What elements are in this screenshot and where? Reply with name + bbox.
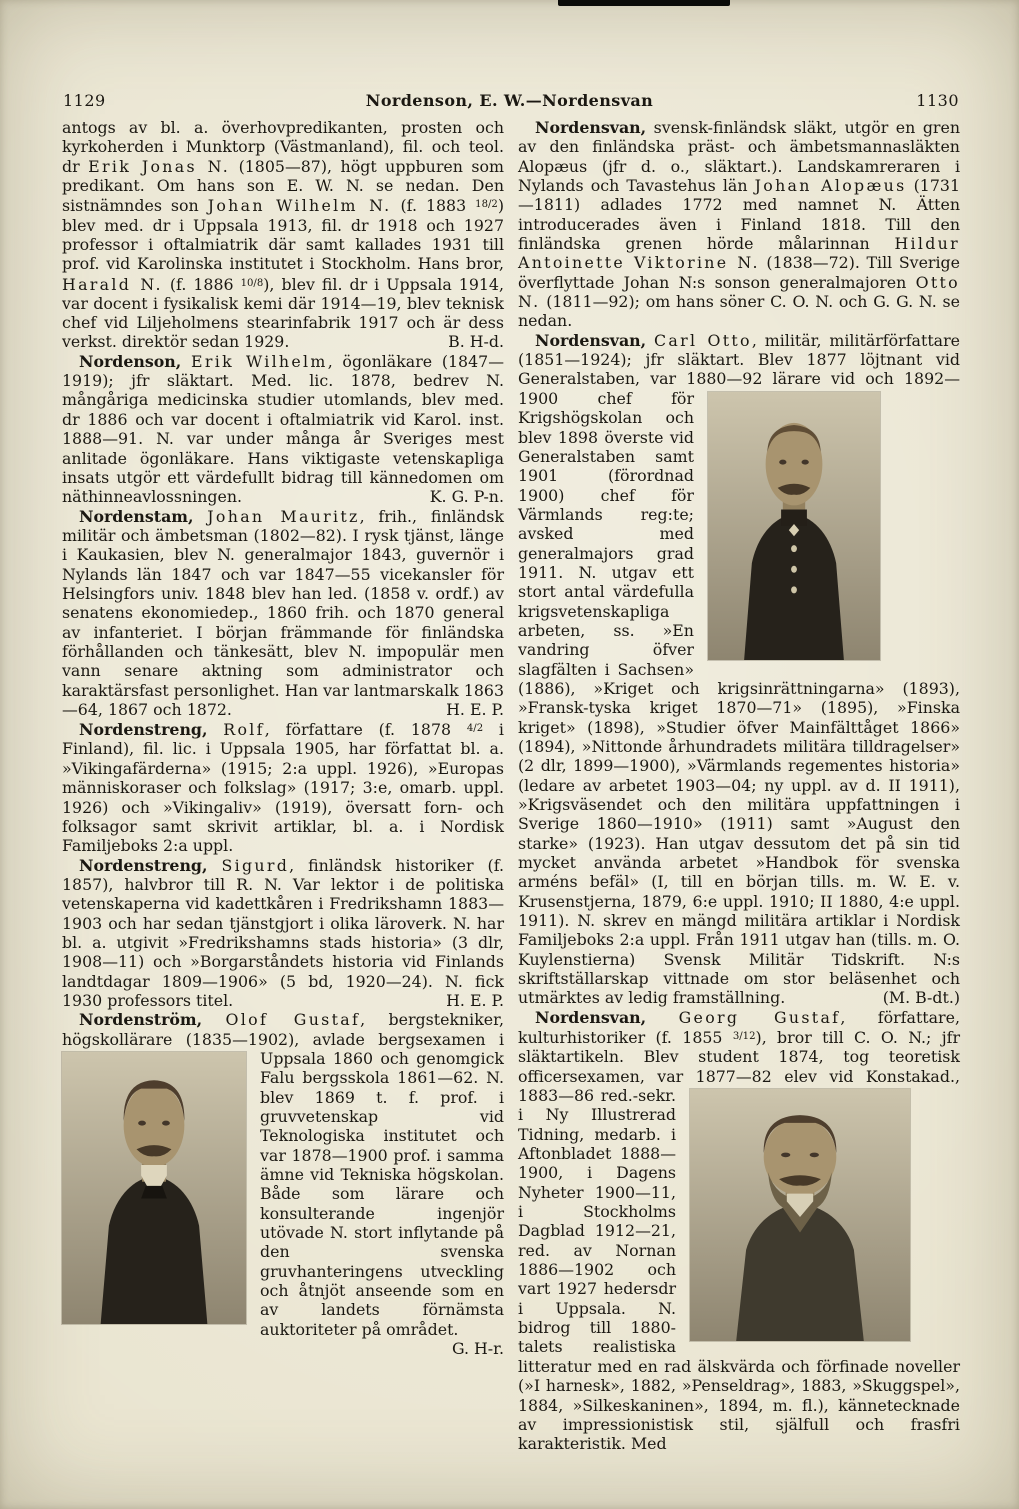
text-run: (1838—72). Till Sverige överflyttade Johan N:s sonson generalmajoren [518,253,960,292]
left-column [62,118,504,1454]
entry-headword: Nordenstreng, [79,720,208,740]
text-run: , författare (f. 1878 [264,720,467,740]
text-run: bergsexamen i Uppsala 1860 och genomgick Falu bergsskola 1861—62. N. blev 1869 t. f. prof. i gruvvetenskap vid Teknologiska institutet och var 1878—1900 prof. i samma ämne vid Tekniska högskolan. Både som lärare och konsulterande ingenjör utövade N. stort inflytande på den svenska gruvhanteringens utveckling och åtnjöt anseende som en av landets förnämsta auktoriteter på området. [260,1029,504,1339]
entry-headword: Nordenson, [79,351,182,371]
author-signature: G. H-r. [451,1339,504,1359]
person-name: Rolf [223,720,265,740]
person-name: Erik Jonas N. [88,156,231,176]
portrait-carl-otto-nordensvan [708,392,880,660]
text-run: , militär, militärförfattare (1851—1924); jfr släktart. Blev 1877 löjtnant vid Generalstaben, var 1880—92 lärare vid och 1892—1900 chef för [518,330,960,408]
text-run [646,1008,678,1027]
entry-nordenstrom-olof-gustaf [62,1010,504,1359]
author-signature: K. G. P-n. [429,487,504,507]
text-run: , ögonläkare (1847—1919); jfr släktart. Med. lic. 1878, bedrev N. mångåriga medicinska studier utomlands, blev med. dr 1886 och var docent i oftalmiatrik vid Karol. inst. 1888—91. N. var under många år Sveriges mest anlitade ögonläkare. Hans viktigaste vetenskapliga insats utgör ett värdefullt bidrag till kännedomen om näthinneavlossningen. [62,351,504,507]
entry-headword: Nordenstreng, [79,855,208,875]
person-name: Olof Gustaf [225,1010,361,1030]
portrait-georg-gustaf-nordensvan [690,1089,910,1341]
entry-headword: Nordenstam, [79,506,194,526]
entry-nordensvan-family [518,118,960,331]
person-name: Otto N. [518,272,960,312]
text-run: (1805—87), högt uppburen som predikant. Om hans son E. W. N. se nedan. Den sistnämndes son [62,156,504,216]
text-run: ), blev fil. dr i Uppsala 1914, var docent i fysikalisk kemi där 1914—19, blev teknisk chef vid Liljeholmens stearinfabrik 1917 och är dess verkst. direktör sedan 1929. [62,274,504,352]
page-number-right: 1130 [916,91,959,110]
entry-headword: Nordenström, [79,1010,203,1030]
entry-nordensvan-georg-gustaf [518,1008,960,1454]
text-run: antogs av bl. a. överhovpredikanten, prosten och kyrkoherden i Munktorp (Västmanland), fil. och teol. dr [62,118,504,176]
text-run [646,331,654,350]
text-run: ) blev med. dr i Uppsala 1913, fil. dr 1918 och 1927 professor i oftalmiatrik där samt kallades 1931 till prof. vid Karolinska institutet i Stockholm. Hans bror, [62,196,505,274]
text-run: elev vid Konstakad., 1883—86 red.-sekr. i Ny Illustrerad Tidning, medarb. i Aftonbladet 1888—1900, i Dagens Nyheter 1900—11, i Stockholms Dagblad 1912—21, red. av Nornan 1886—1902 och vart 1927 hedersdr i Uppsala. N. bidrog till 1880-talets realistiska litteratur med en rad älskvärda och förfinade noveller (»I harnesk», 1882, »Penseldrag», 1883, »Skuggspel», 1884, »Silkeskaninen», 1894, m. fl.), kännetecknade av impressionistisk stil, själfull och frasfri karakteristik. Med [518,1066,960,1454]
portrait-olof-gustaf-nordenstrom [62,1052,246,1324]
person-name: Harald N. [62,274,163,294]
person-name: Johan Alopæus [754,176,907,196]
entry-nordenson-erik-wilhelm [62,352,504,507]
person-name: Carl Otto [654,330,752,350]
text-run: svensk-finländsk släkt, utgör en gren av den finländska präst- och ämbetsmannasläkten Alopæus (jfr d. o., släktart.). Landskamreraren i Nylands och Tavastehus län [518,118,960,196]
page-number-left: 1129 [63,91,106,110]
text-run: , författare, kulturhistoriker (f. 1855 [518,1007,960,1047]
entry-headword: Nordensvan, [535,118,647,137]
text-run: (f. 1886 [162,274,241,294]
person-name: Sigurd [221,855,290,875]
text-run: (1731—1811) adlades 1772 med namnet N. Ätten introducerades även i Finland 1818. Till den finländska grenen hörde målarinnan [518,176,960,254]
author-signature: (M. B-dt.) [882,988,960,1008]
person-name: Erik Wilhelm [191,351,328,371]
entry-nordenstam-johan-mauritz [62,507,504,720]
page-title: Nordenson, E. W.—Nordensvan [365,91,654,110]
text-run [202,1010,225,1029]
entry-headword: Nordensvan, [535,330,647,350]
entry-nordenson-family-continuation [62,118,504,352]
person-name: Hildur Antoinette Viktorine N. [518,234,960,273]
text-run [181,352,191,371]
entry-nordenstreng-rolf [62,719,504,855]
text-run: , finländsk historiker (f. 1857), halvbror till R. N. Var lektor i de politiska vetenskaperna vid kadettkåren i Fredrikshamn 1883—1903 och har sedan tjänstgjort i olika läroverk. N. har bl. a. utgivit »Fredrikshamns stads historia» (3 dlr, 1908—11) och »Borgarståndets historia vid Finlands landtdagar 1809—1906» (5 bd, 1920—24). N. fick 1930 professors titel. [62,855,504,1010]
right-column [518,118,960,1454]
text-run [207,720,223,739]
entry-headword: Nordensvan, [535,1007,647,1027]
text-run [194,507,208,526]
entry-nordensvan-carl-otto [518,331,960,1008]
birthdate-fraction: 3/12 [732,1031,756,1043]
entry-nordenstreng-sigurd [62,856,504,1011]
text-run [207,856,221,875]
author-signature: B. H-d. [448,332,504,352]
text-run: (f. 1883 [391,196,476,216]
birthdate-fraction: 4/2 [466,723,484,735]
author-signature: H. E. P. [446,990,504,1010]
person-name: Johan Mauritz [207,506,360,526]
birthdate-fraction: 10/8 [240,277,264,289]
text-run: , bergstekniker, högskollärare (1835—1902), avlade [62,1010,504,1049]
author-signature: H. E. P. [446,699,504,719]
text-run: (1811—92); om hans söner C. O. N. och G. G. N. se nedan. [518,292,960,331]
birthdate-fraction: 18/2 [475,199,498,211]
text-run: , frih., finländsk militär och ämbetsman (1802—82). I rysk tjänst, länge i Kaukasien, blev N. generalmajor 1843, guvernör i Nylands län 1847 och var 1847—55 vicekansler för Helsingfors univ. 1848 blev han led. (1858 v. ordf.) av senatens ekonomiedep., 1860 frih. och 1870 general av infanteriet. I början främmande för finländska förhållanden och tänkesätt, blev N. impopulär men vann senare aktning som administrator och karaktärsfast personlighet. Han var lantmarskalk 1863—64, 1867 och 1872. [62,506,504,719]
text-run: Krigshögskolan och blev 1898 överste vid Generalstaben samt 1901 (förordnad 1900) chef för Värmlands reg:te; avsked med generalmajors grad 1911. N. utgav ett stort antal värdefulla krigsvetenskapliga arbeten, ss. »En vandring öfver slagfälten i Sachsen» (1886), »Kriget och krigsinrättningarna» (1893), »Fransk-tyska kriget 1870—71» (1895), »Finska kriget» (1898), »Studier öfver Mainfälttåget 1866» (1894), »Nittonde århundradets militära tilldragelser» (2 dlr, 1899—1900), »Värmlands regementes historia» (ledare av arbetet 1903—04; ny uppl. av d. II 1911), »Krigsväsendet och den militära uppfattningen i Sverige 1860—1910» (1911) samt »August den starke» (1923). Han utgav dessutom det på sin tid mycket använda arbetet »Handbok för svenska arméns befäl» (I, till en början tills. m. W. E. v. Krusenstjerna, 1879, 6:e uppl. 1910; II 1880, 4:e uppl. 1911). N. skrev en mängd militära artiklar i Nordisk Familjeboks 2:a uppl. Från 1911 utgav han (tills. m. O. Kuylenstierna) Svensk Militär Tidskrift. N:s skriftställarskap vittnade om stor beläsenhet och utmärktes av ledig framställning. [518,408,960,1008]
person-name: Johan Wilhelm N. [207,196,392,216]
person-name: Georg Gustaf [678,1007,841,1027]
text-columns [0,118,1019,1454]
text-run: ), bror till C. O. N.; jfr släktartikeln. Blev student 1874, tog teoretisk officersexamen, var 1877—82 [518,1027,961,1086]
running-head [0,0,1019,118]
text-run: i Finland), fil. lic. i Uppsala 1905, har författat bl. a. »Vikingafärderna» (1915; 2:a uppl. 1926), »Europas människoraser och folkslag» (1917; 3:e, omarb. uppl. 1926) och »Vikingaliv» (1919), översatt forn- och folksagor samt skrivit artiklar, bl. a. i Nordisk Familjeboks 2:a uppl. [62,720,504,856]
